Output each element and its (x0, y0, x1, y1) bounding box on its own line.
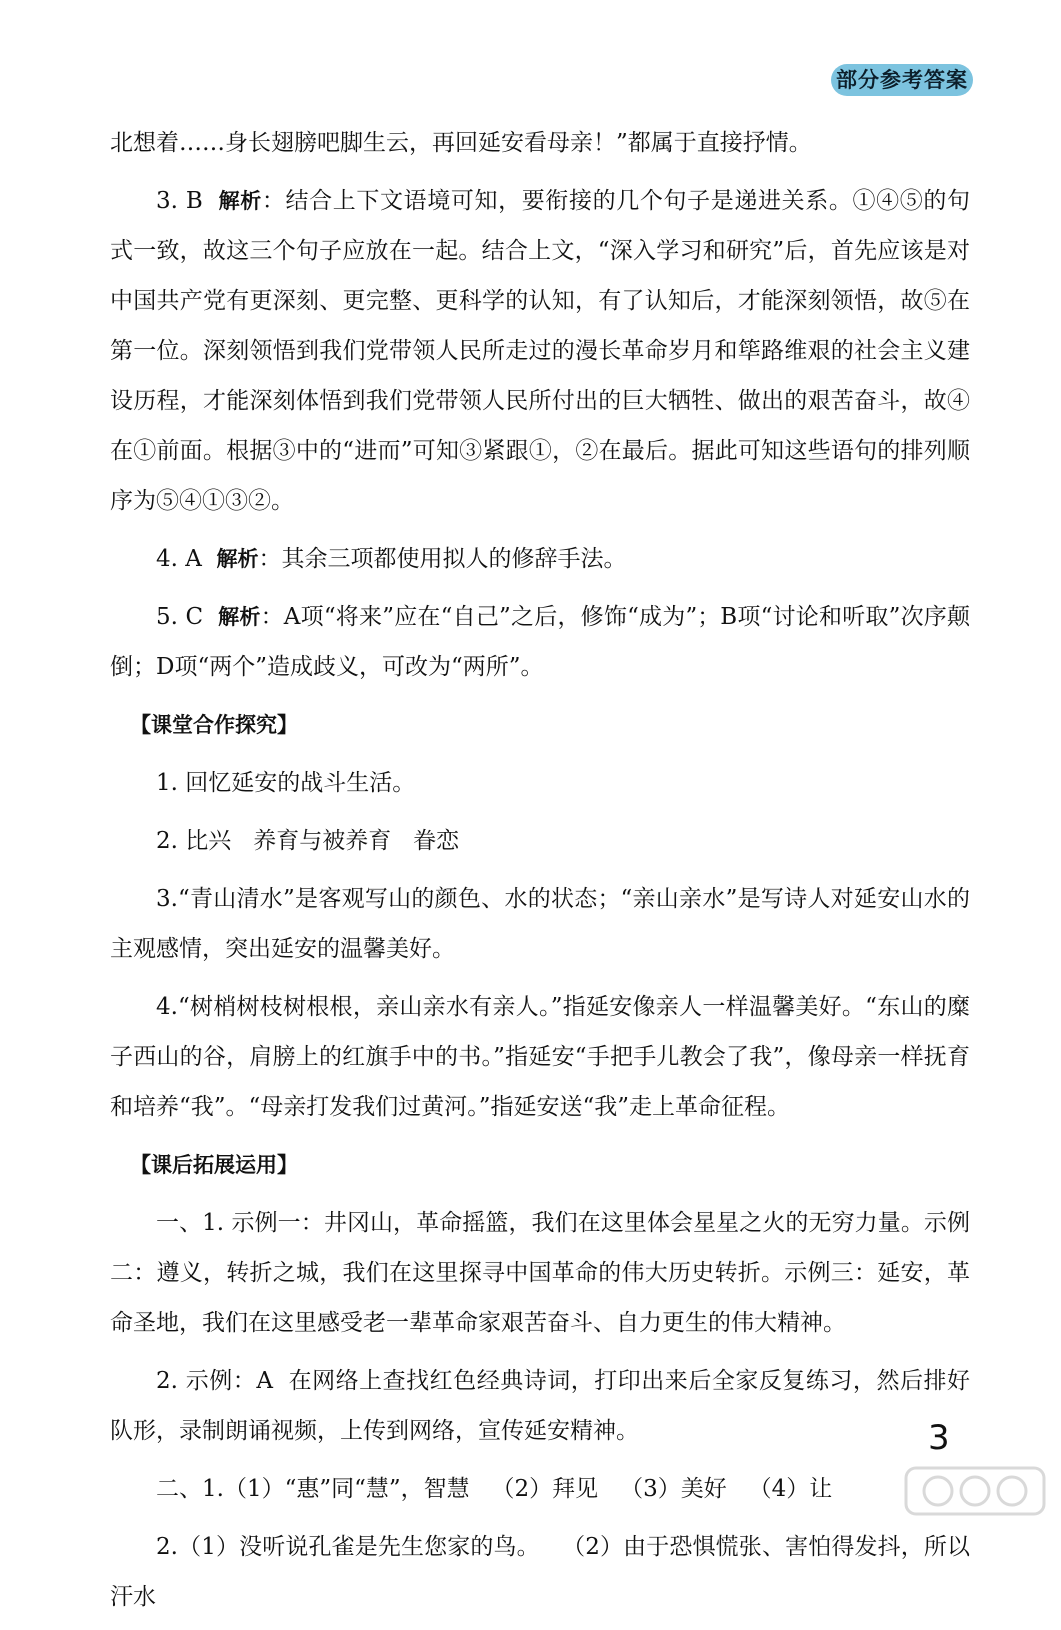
extension-answer-3: 二、1.（1）“惠”同“慧”，智慧 （2）拜见 （3）美好 （4）让 (156, 1476, 833, 1502)
answer-number: 5. C (156, 604, 204, 630)
analysis-text: ：结合上下文语境可知，要衔接的几个句子是递进关系。①④⑤的句式一致，故这三个句子应放在一起。结合上文，“深入学习和研究”后，首先应该是对中国共产党有更深刻、更完整、更科学的认知，有了认知后，才能深刻领悟，故⑤在第一位。深刻领悟到我们党带领人民所走过的漫长革命岁月和筚路维艰的社会主义建设历程，才能深刻体悟到我们党带领人民所付出的巨大牺牲、做出的艰苦奋斗，故④在①前面。根据③中的“进而”可知③紧跟①，②在最后。据此可知这些语句的排列顺序为⑤④①③②。 (110, 188, 970, 514)
extension-answer-4: 2.（1）没听说孔雀是先生您家的鸟。 （2）由于恐惧慌张、害怕得发抖，所以汗水 (110, 1534, 970, 1610)
classroom-answer-1: 1. 回忆延安的战斗生活。 (156, 770, 416, 796)
analysis-text: ：其余三项都使用拟人的修辞手法。 (258, 546, 627, 572)
analysis-text: ：A项“将来”应在“自己”之后，修饰“成为”；B项“讨论和听取”次序颠倒；D项“两个”造成歧义，可改为“两所”。 (110, 604, 971, 680)
answer-4 (110, 534, 970, 584)
classroom-answer-2: 2. 比兴 养育与被养育 眷恋 (156, 828, 460, 854)
analysis-label: 解析 (218, 605, 261, 629)
answer-5 (110, 592, 970, 692)
extension-answer-1: 一、1. 示例一：井冈山，革命摇篮，我们在这里体会星星之火的无穷力量。示例二：遵义，转折之城，我们在这里探寻中国革命的伟大历史转折。示例三：延安，革命圣地，我们在这里感受老一辈革命家艰苦奋斗、自力更生的伟大精神。 (110, 1210, 970, 1336)
extension-answer-2: 2. 示例：A 在网络上查找红色经典诗词，打印出来后全家反复练习，然后排好队形，录制朗诵视频，上传到网络，宣传延安精神。 (110, 1368, 970, 1444)
page-number: 3 (928, 1418, 950, 1458)
analysis-label: 解析 (216, 547, 259, 571)
watermark-logo (900, 1460, 1050, 1530)
section-heading-extension: 【课后拓展运用】 (130, 1153, 298, 1177)
answer-3 (110, 176, 970, 526)
classroom-answer-4: 4.“树梢树枝树根根，亲山亲水有亲人。”指延安像亲人一样温馨美好。“东山的糜子西山的谷，肩膀上的红旗手中的书。”指延安“手把手儿教会了我”，像母亲一样抚育和培养“我”。“母亲打发我们过黄河。”指延安送“我”走上革命征程。 (110, 994, 970, 1120)
answer-content (110, 118, 970, 1630)
section-badge: 部分参考答案 (831, 64, 973, 96)
answer-number: 4. A (156, 546, 202, 572)
answer-number: 3. B (156, 188, 203, 214)
classroom-answer-3: 3.“青山清水”是客观写山的颜色、水的状态；“亲山亲水”是写诗人对延安山水的主观感情，突出延安的温馨美好。 (110, 886, 970, 962)
section-heading-classroom: 【课堂合作探究】 (130, 713, 298, 737)
paragraph-continuation: 北想着……身长翅膀吧脚生云，再回延安看母亲！”都属于直接抒情。 (110, 130, 812, 156)
analysis-label: 解析 (218, 189, 262, 213)
